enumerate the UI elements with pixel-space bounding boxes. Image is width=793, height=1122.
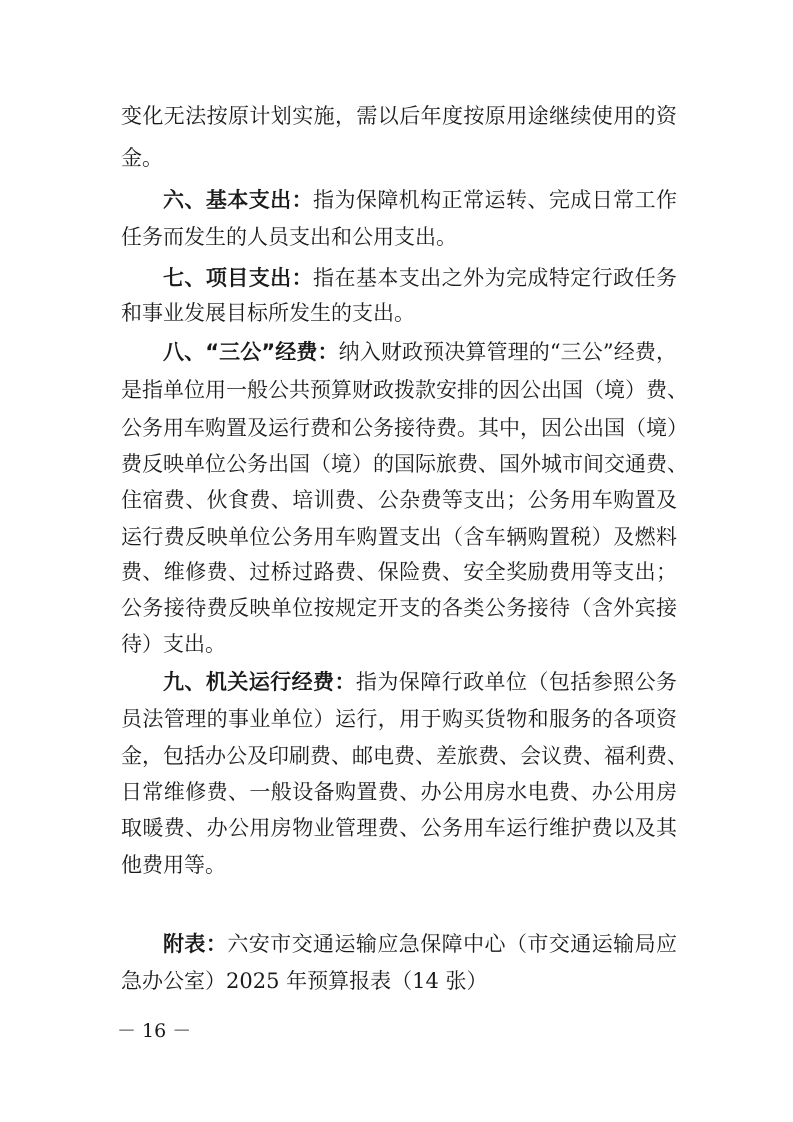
body-line <box>121 97 677 135</box>
body-line <box>121 700 677 738</box>
section-heading: 九、机关运行经费： <box>163 670 356 694</box>
body-line <box>121 371 688 409</box>
section-heading: 六、基本支出： <box>163 188 314 212</box>
line-text: 变化无法按原计划实施，需以后年度按原用途继续使用的资 <box>121 104 677 128</box>
body-line <box>121 625 677 663</box>
line-text: 和事业发展目标所发生的支出。 <box>121 301 415 325</box>
body-line <box>121 218 677 256</box>
body-line <box>121 445 688 483</box>
line-text: 任务而发生的人员支出和公用支出。 <box>121 225 457 249</box>
body-line <box>121 589 677 627</box>
body-line <box>121 773 677 811</box>
line-text: 运行费反映单位公务用车购置支出（含车辆购置税）及燃料 <box>121 525 677 549</box>
body-line <box>121 809 677 847</box>
line-text: 员法管理的事业单位）运行，用于购买货物和服务的各项资 <box>121 707 677 731</box>
line-text: 急办公室）2025 年预算报表（14 张） <box>121 969 488 993</box>
line-text: 六安市交通运输应急保障中心（市交通运输局应 <box>227 932 678 956</box>
appendix-heading: 附表： <box>163 932 228 956</box>
appendix-line <box>121 962 677 1000</box>
line-text: 他费用等。 <box>121 853 226 877</box>
line-text: 金。 <box>121 146 163 170</box>
line-text: 指为保障行政单位（包括参照公务 <box>355 670 678 694</box>
section-heading: 七、项目支出： <box>163 266 314 290</box>
appendix-line <box>163 925 677 963</box>
body-line <box>121 737 688 775</box>
body-line <box>121 518 677 556</box>
line-text: 待）支出。 <box>121 632 226 656</box>
line-text: 纳入财政预决算管理的“三公”经费， <box>338 340 677 364</box>
body-line <box>121 409 688 447</box>
line-text: 公务用车购置及运行费和公务接待费。其中，因公出国（境） <box>121 416 688 440</box>
line-text: 是指单位用一般公共预算财政拨款安排的因公出国（境）费、 <box>121 378 688 402</box>
section-heading: 八、“三公”经费： <box>163 340 339 364</box>
line-text: 指在基本支出之外为完成特定行政任务 <box>313 266 678 290</box>
section-heading-line <box>163 181 677 219</box>
section-heading-line <box>163 259 677 297</box>
body-line <box>121 553 677 591</box>
section-heading-line <box>163 663 677 701</box>
page-number: － 16 － <box>117 1020 192 1042</box>
line-text: 金，包括办公及印刷费、邮电费、差旅费、会议费、福利费、 <box>121 744 688 768</box>
section-heading-line <box>163 333 677 371</box>
body-line <box>121 294 677 332</box>
line-text: 公务接待费反映单位按规定开支的各类公务接待（含外宾接 <box>121 596 677 620</box>
line-text: 费、维修费、过桥过路费、保险费、安全奖励费用等支出； <box>121 560 677 584</box>
line-text: 日常维修费、一般设备购置费、办公用房水电费、办公用房 <box>121 780 677 804</box>
line-text: 取暖费、办公用房物业管理费、公务用车运行维护费以及其 <box>121 816 677 840</box>
line-text: 住宿费、伙食费、培训费、公杂费等支出；公务用车购置及 <box>121 488 677 512</box>
body-line <box>121 846 677 884</box>
line-text: 费反映单位公务出国（境）的国际旅费、国外城市间交通费、 <box>121 452 688 476</box>
line-text: 指为保障机构正常运转、完成日常工作 <box>313 188 678 212</box>
body-line <box>121 139 677 177</box>
body-line <box>121 481 677 519</box>
